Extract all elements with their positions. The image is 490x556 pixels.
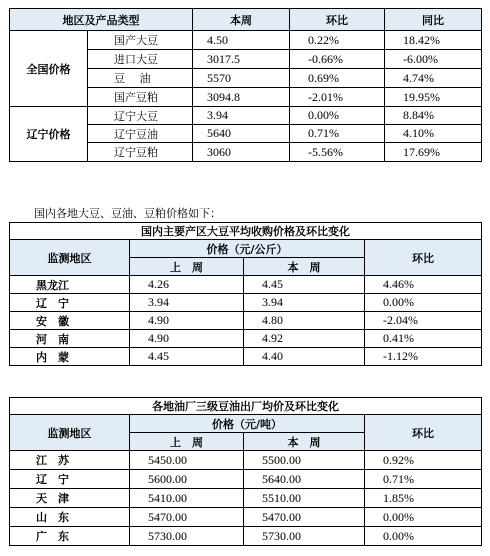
mom-cell: -1.12% [365,348,482,366]
region-cell: 广 东 [10,527,130,546]
last-week-cell: 4.90 [130,330,244,348]
mom-cell: -0.66% [290,50,385,69]
this-week-cell: 4.45 [244,276,365,294]
this-week-cell: 5500.00 [244,451,365,470]
last-week-cell: 4.90 [130,312,244,330]
yoy-cell: 8.84% [385,107,482,125]
table-row [10,489,482,508]
region-cell: 山 东 [10,508,130,527]
product-cell: 辽宁豆油 [88,125,193,143]
yoy-cell: -6.00% [385,50,482,69]
this-week-cell: 5470.00 [244,508,365,527]
price-cell: 4.50 [193,31,290,50]
group-national: 全国价格 [10,31,88,107]
mom-cell: -2.01% [290,88,385,107]
table-row [10,470,482,489]
header-last-week: 上 周 [130,258,244,276]
product-cell: 豆 油 [88,69,193,88]
mom-cell: 0.00% [365,508,482,527]
this-week-cell: 5640.00 [244,470,365,489]
region-cell: 辽 宁 [10,470,130,489]
region-cell: 河 南 [10,330,130,348]
last-week-cell: 5410.00 [130,489,244,508]
table-row [10,276,482,294]
header-this-week: 本 周 [244,433,365,451]
yoy-cell: 4.74% [385,69,482,88]
price-cell: 3.94 [193,107,290,125]
header-mom: 环比 [365,240,482,276]
this-week-cell: 5730.00 [244,527,365,546]
header-this-week: 本周 [193,9,290,31]
last-week-cell: 3.94 [130,294,244,312]
table-row [10,348,482,366]
table-row [10,312,482,330]
region-cell: 辽 宁 [10,294,130,312]
mom-cell: 0.92% [365,451,482,470]
last-week-cell: 4.45 [130,348,244,366]
yoy-cell: 19.95% [385,88,482,107]
mom-cell: 0.00% [365,294,482,312]
last-week-cell: 5450.00 [130,451,244,470]
header-mom: 环比 [365,415,482,451]
header-yoy: 同比 [385,9,482,31]
mom-cell: -5.56% [290,143,385,162]
table-title: 各地油厂三级豆油出厂均价及环比变化 [10,398,482,415]
mom-cell: 0.41% [365,330,482,348]
last-week-cell: 5470.00 [130,508,244,527]
mom-cell: 0.00% [290,107,385,125]
soybean-oil-price-table [9,397,482,546]
header-last-week: 上 周 [130,433,244,451]
header-region: 监测地区 [10,240,130,276]
table-row [10,294,482,312]
table-title: 国内主要产区大豆平均收购价格及环比变化 [10,223,482,240]
this-week-cell: 5510.00 [244,489,365,508]
header-mom: 环比 [290,9,385,31]
last-week-cell: 4.26 [130,276,244,294]
yoy-cell: 4.10% [385,125,482,143]
price-cell: 3017.5 [193,50,290,69]
soybean-purchase-table [9,222,482,366]
this-week-cell: 4.40 [244,348,365,366]
mom-cell: 0.71% [365,470,482,489]
this-week-cell: 4.80 [244,312,365,330]
header-price: 价格（元/吨） [130,415,365,433]
product-cell: 进口大豆 [88,50,193,69]
intro-note: 国内各地大豆、豆油、豆粕价格如下： [34,207,221,220]
table-row [10,508,482,527]
mom-cell: 0.22% [290,31,385,50]
group-liaoning: 辽宁价格 [10,107,88,162]
header-region: 监测地区 [10,415,130,451]
last-week-cell: 5600.00 [130,470,244,489]
mom-cell: 1.85% [365,489,482,508]
region-cell: 内 蒙 [10,348,130,366]
this-week-cell: 3.94 [244,294,365,312]
this-week-cell: 4.92 [244,330,365,348]
last-week-cell: 5730.00 [130,527,244,546]
mom-cell: 0.00% [365,527,482,546]
mom-cell: 0.69% [290,69,385,88]
table-row [10,527,482,546]
header-region-product: 地区及产品类型 [10,9,193,31]
mom-cell: 4.46% [365,276,482,294]
price-cell: 3094.8 [193,88,290,107]
price-cell: 5640 [193,125,290,143]
price-summary-table [9,8,482,162]
table-row [10,31,482,50]
region-cell: 天 津 [10,489,130,508]
header-price: 价格（元/公斤） [130,240,365,258]
table-row [10,107,482,125]
mom-cell: 0.71% [290,125,385,143]
table-row [10,330,482,348]
table-row [10,451,482,470]
price-cell: 3060 [193,143,290,162]
mom-cell: -2.04% [365,312,482,330]
region-cell: 江 苏 [10,451,130,470]
yoy-cell: 18.42% [385,31,482,50]
product-cell: 辽宁豆粕 [88,143,193,162]
price-cell: 5570 [193,69,290,88]
region-cell: 黑龙江 [10,276,130,294]
yoy-cell: 17.69% [385,143,482,162]
product-cell: 国产大豆 [88,31,193,50]
region-cell: 安 徽 [10,312,130,330]
product-cell: 国产豆粕 [88,88,193,107]
product-cell: 辽宁大豆 [88,107,193,125]
header-this-week: 本 周 [244,258,365,276]
